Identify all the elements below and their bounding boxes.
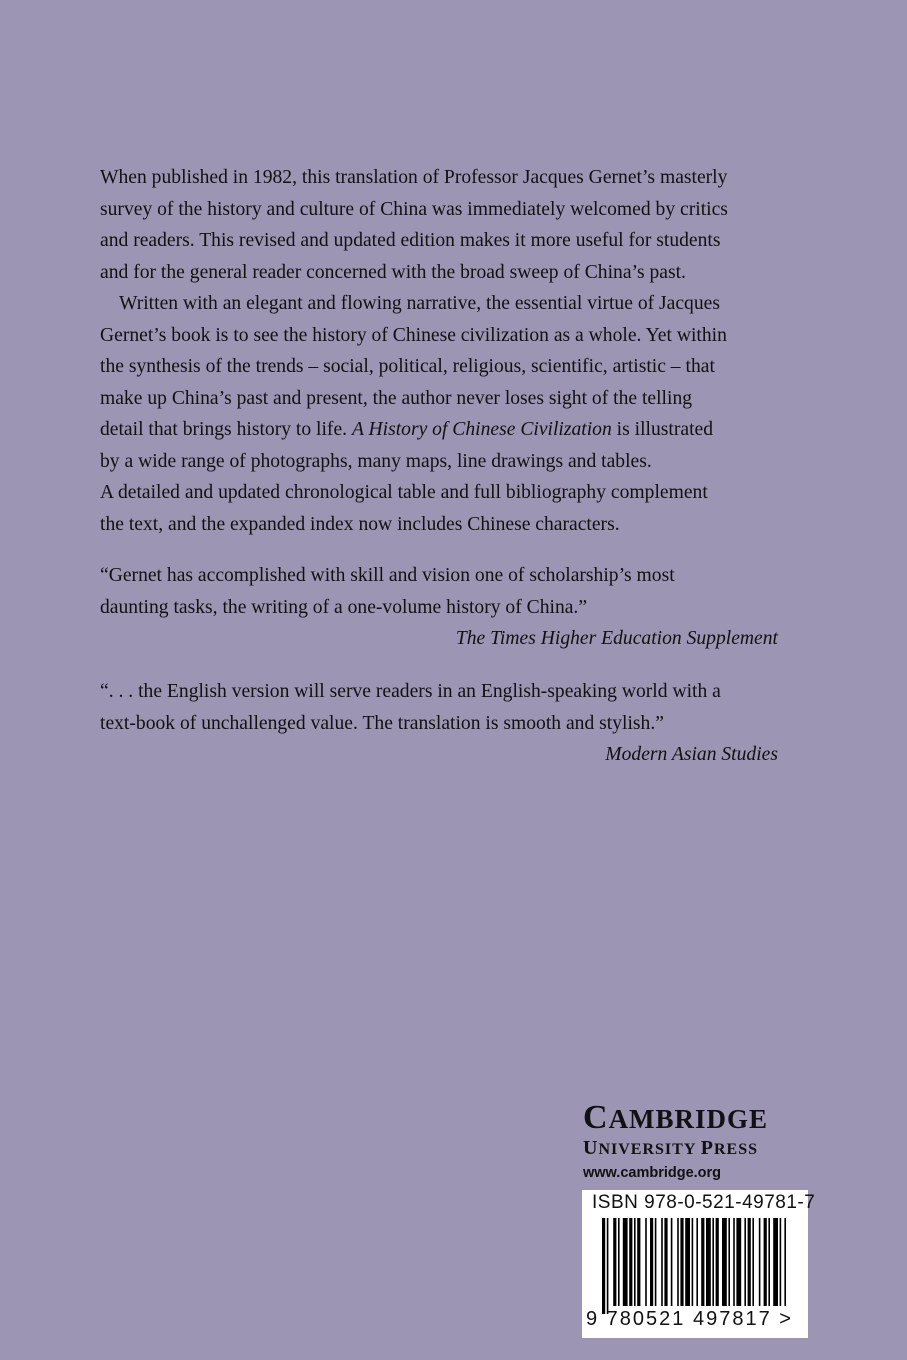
book-title: A History of Chinese Civilization [351, 419, 612, 440]
barcode-bar [664, 1218, 667, 1306]
barcode-bar [623, 1218, 628, 1306]
barcode-bar [773, 1218, 778, 1306]
quote-source: Modern Asian Studies [605, 744, 778, 765]
barcode-bar [650, 1218, 653, 1306]
quote-source: The Times Higher Education Supplement [455, 628, 778, 649]
quote-line: daunting tasks, the writing of a one-volume history of China.” [100, 596, 588, 618]
barcode-bar [728, 1218, 730, 1306]
barcode-bar [629, 1218, 632, 1306]
text-line: When published in 1982, this translation of Professor Jacques Gernet’s masterly [100, 167, 728, 188]
publisher-name [583, 1100, 813, 1137]
barcode-bar [618, 1218, 620, 1306]
barcode-bar [768, 1218, 770, 1306]
barcode-bar [671, 1218, 673, 1306]
quote-line: text-book of unchallenged value. The translation is smooth and stylish.” [100, 712, 664, 734]
text-fragment: is illustrated [611, 419, 714, 440]
barcode-bar [634, 1218, 636, 1306]
text-line: the synthesis of the trends – social, political, religious, scientific, artistic – that [100, 356, 715, 377]
barcode-bar [706, 1218, 711, 1306]
barcode-bar [733, 1218, 735, 1306]
press-rest-1: NIVERSITY [598, 1141, 701, 1158]
text-line: and readers. This revised and updated edition makes it more useful for students [100, 230, 721, 251]
barcode-bar [613, 1218, 616, 1306]
barcode-bar [701, 1218, 704, 1306]
text-line: the text, and the expanded index now includes Chinese characters. [100, 513, 620, 535]
barcode-bar [764, 1218, 767, 1306]
publisher-press [583, 1137, 813, 1161]
quote-line: “Gernet has accomplished with skill and vision one of scholarship’s most [100, 565, 675, 586]
text-line: by a wide range of photographs, many maps, line drawings and tables. [100, 450, 652, 472]
barcode-bar [602, 1218, 605, 1314]
description-paragraph-1 [100, 162, 790, 288]
barcode-bar [748, 1218, 751, 1306]
text-line: and for the general reader concerned with the broad sweep of China’s past. [100, 261, 686, 283]
text-line: Gernet’s book is to see the history of Chinese civilization as a whole. Yet within [100, 324, 727, 346]
publisher-name-initial: C [583, 1099, 609, 1136]
text-line: survey of the history and culture of China was immediately welcomed by critics [100, 198, 728, 220]
barcode-bar [645, 1218, 647, 1306]
barcode-bar [712, 1218, 714, 1306]
quote-line: “. . . the English version will serve readers in an English-speaking world with a [100, 681, 721, 702]
barcode-bar [655, 1218, 657, 1306]
isbn-barcode [582, 1190, 816, 1338]
barcode-bar [680, 1218, 683, 1306]
publisher-name-rest: AMBRIDGE [608, 1104, 769, 1134]
barcode-bar [784, 1218, 786, 1306]
text-line: A detailed and updated chronological table and full bibliography complement [100, 482, 708, 503]
barcode-bar [780, 1218, 782, 1306]
text-line: make up China’s past and present, the author never loses sight of the telling [100, 387, 693, 409]
review-quote-2 [100, 676, 790, 771]
barcode-bar [744, 1218, 746, 1306]
barcode-bar [752, 1218, 754, 1306]
publisher-logo [583, 1100, 813, 1185]
publisher-url: www.cambridge.org [583, 1165, 722, 1181]
text-fragment: detail that brings history to life. [100, 419, 352, 440]
press-initial-1: U [583, 1137, 599, 1159]
barcode-bar [716, 1218, 719, 1306]
barcode-bar [677, 1218, 679, 1306]
text-line [100, 414, 790, 446]
barcode-bar [722, 1218, 727, 1306]
barcode-bar [759, 1218, 761, 1306]
description-text [100, 162, 790, 540]
press-initial-2: P [700, 1137, 714, 1159]
press-rest-2: RESS [714, 1141, 759, 1158]
barcode-bar [607, 1218, 609, 1314]
barcode-digits: 9 780521 497817 > [586, 1308, 793, 1330]
barcode-bar [692, 1218, 694, 1306]
barcode-bar [637, 1218, 640, 1306]
isbn-text: ISBN 978-0-521-49781-7 [592, 1192, 816, 1213]
description-paragraph-2 [100, 288, 790, 540]
barcode-bar [685, 1218, 690, 1306]
barcode-bar [696, 1218, 698, 1306]
barcode-bar [661, 1218, 663, 1306]
review-quote-1 [100, 560, 790, 655]
text-line: Written with an elegant and flowing narrative, the essential virtue of Jacques [119, 293, 720, 314]
barcode-bar [736, 1218, 741, 1306]
